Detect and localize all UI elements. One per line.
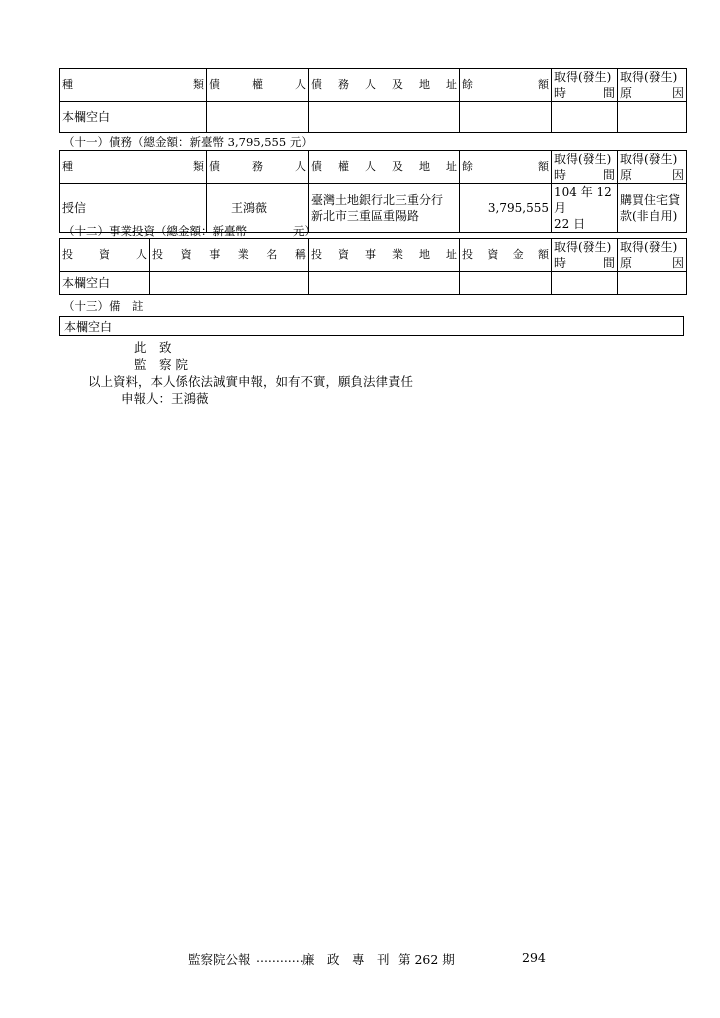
footer-issue: 第 262 期 bbox=[398, 952, 455, 967]
declarant-name: 申報人：王鴻薇 bbox=[121, 391, 209, 406]
debt-balance: 3,795,555 bbox=[460, 184, 552, 233]
creditor-address: 臺灣土地銀行北三重分行 新北市三重區重陽路 bbox=[309, 184, 460, 233]
header-date: 取得(發生) 時 間 bbox=[552, 151, 618, 184]
footer-column: 廉 政 專 刊 bbox=[302, 952, 390, 967]
section-11-title: （十一）債務（總金額：新臺幣 3,795,555 元） bbox=[63, 135, 313, 149]
footer-dots: ............ bbox=[256, 950, 304, 965]
declaration-text: 以上資料，本人係依法誠實申報，如有不實，願負法律責任 bbox=[88, 374, 414, 389]
header-reason: 取得(發生) 原 因 bbox=[618, 151, 687, 184]
empty-row-label: 本欄空白 bbox=[60, 272, 150, 295]
header-reason: 取得(發生) 原 因 bbox=[618, 239, 687, 272]
header-business-address: 投 資 事 業 地 址 bbox=[309, 239, 460, 272]
investment-table bbox=[59, 238, 687, 295]
header-investor: 投 資 人 bbox=[60, 239, 150, 272]
debt-type: 授信 bbox=[60, 184, 207, 233]
page-number: 294 bbox=[522, 950, 546, 965]
header-type: 種 類 bbox=[60, 69, 207, 102]
header-reason: 取得(發生) 原 因 bbox=[618, 69, 687, 102]
closing-recipient: 監 察 院 bbox=[134, 357, 188, 372]
debts-table bbox=[59, 150, 687, 233]
footer-publication: 監察院公報 bbox=[188, 952, 251, 967]
header-creditor: 債 權 人 bbox=[207, 69, 309, 102]
closing-salutation: 此 致 bbox=[134, 340, 172, 355]
header-amount: 投 資 金 額 bbox=[460, 239, 552, 272]
debt-date: 104 年 12 月 22 日 bbox=[552, 184, 618, 233]
header-balance: 餘 額 bbox=[460, 69, 552, 102]
debt-reason: 購買住宅貸 款(非自用) bbox=[618, 184, 687, 233]
empty-row-label: 本欄空白 bbox=[60, 102, 207, 133]
header-date: 取得(發生) 時 間 bbox=[552, 239, 618, 272]
header-business-name: 投 資 事 業 名 稱 bbox=[150, 239, 309, 272]
header-creditor-address: 債 權 人 及 地 址 bbox=[309, 151, 460, 184]
section-13-title: （十三）備 註 bbox=[63, 299, 144, 313]
header-debtor-address: 債 務 人 及 地 址 bbox=[309, 69, 460, 102]
debtor-name: 王鴻薇 bbox=[207, 184, 309, 233]
remarks-box: 本欄空白 bbox=[59, 316, 684, 336]
section-12-title: （十二）事業投資（總金額：新臺幣 元） bbox=[63, 224, 316, 238]
header-date: 取得(發生) 時 間 bbox=[552, 69, 618, 102]
claims-table bbox=[59, 68, 687, 133]
header-debtor: 債 務 人 bbox=[207, 151, 309, 184]
header-balance: 餘 額 bbox=[460, 151, 552, 184]
header-type: 種 類 bbox=[60, 151, 207, 184]
